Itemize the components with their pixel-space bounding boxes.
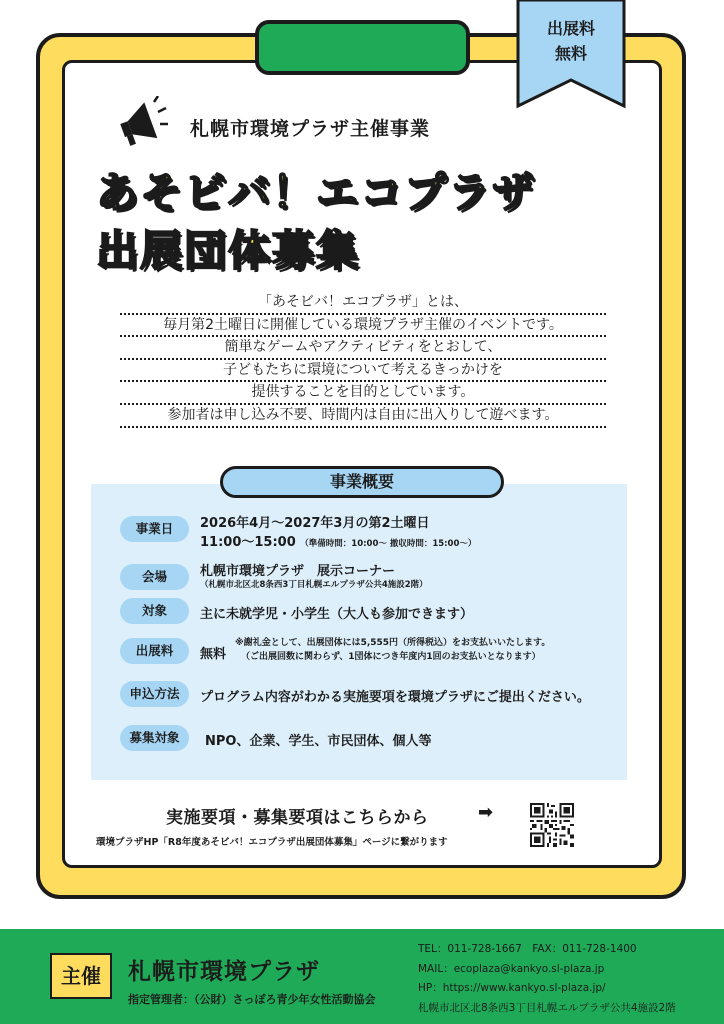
contact-info (418, 940, 676, 1018)
designated-manager: 指定管理者：（公財）さっぽろ青少年女性活動協会 (128, 993, 376, 1006)
label-fee: 出展料 (120, 638, 189, 664)
intro-line: 提供することを目的としています。 (120, 382, 606, 405)
time-value: 11:00～15:00 (200, 535, 296, 550)
venue-address: （札幌市北区北8条西3丁目札幌エルプラザ公共4施設2階） (200, 580, 428, 590)
label-target: 対象 (120, 598, 189, 624)
homepage-link[interactable]: HP：https://www.kankyo.sl-plaza.jp/ (418, 982, 606, 994)
free-fee-ribbon (516, 0, 626, 110)
title-line1: あそビバ！エコプラザ (96, 168, 537, 217)
fee-note2: （ご出展回数に関わらず、1団体につき年度内1回のお支払いとなります） (241, 652, 541, 662)
label-apply: 申込方法 (120, 681, 189, 707)
arrow-right-icon: ➡ (478, 802, 494, 823)
event-subtitle: 札幌市環境プラザ主催事業 (190, 118, 431, 140)
time-line (200, 531, 476, 550)
intro-line: 毎月第2土曜日に開催している環境プラザ主催のイベントです。 (120, 315, 606, 338)
guidelines-link[interactable]: 実施要項・募集要項はこちらから (166, 808, 429, 828)
intro-line: 「あそビバ！エコプラザ」とは、 (120, 292, 606, 315)
megaphone-icon (108, 96, 170, 148)
label-date: 事業日 (120, 516, 189, 542)
title-line2: 出展団体募集 (96, 226, 361, 275)
fee-note1: ※謝礼金として、出展団体には5,555円（所得税込）をお支払いいたします。 (235, 638, 551, 648)
ribbon-line2: 無料 (554, 44, 587, 63)
label-recruit: 募集対象 (120, 725, 189, 751)
date-value: 2026年4月～2027年3月の第2土曜日 (200, 516, 430, 531)
intro-line: 子どもたちに環境について考えるきっかけを (120, 360, 606, 383)
recruit-value: NPO、企業、学生、市民団体、個人等 (205, 734, 432, 749)
guidelines-note: 環境プラザHP「R8年度あそビバ！エコプラザ出展団体募集」ページに繋がります (96, 837, 448, 848)
overview-panel (91, 484, 627, 780)
tel-fax: TEL：011-728-1667 FAX：011-728-1400 (418, 943, 637, 955)
intro-text (120, 292, 606, 428)
email-link[interactable]: MAIL：ecoplaza@kankyo.sl-plaza.jp (418, 962, 605, 975)
host-label: 主催 (50, 953, 112, 999)
apply-value: プログラム内容がわかる実施要項を環境プラザにご提出ください。 (200, 690, 590, 705)
fee-value: 無料 (200, 647, 227, 662)
label-venue: 会場 (120, 564, 189, 590)
ribbon-line1: 出展料 (546, 19, 595, 38)
intro-line: 参加者は申し込み不要、時間内は自由に出入りして遊べます。 (120, 405, 606, 428)
intro-line: 簡単なゲームやアクティビティをとおして、 (120, 337, 606, 360)
organizer-name: 札幌市環境プラザ (128, 959, 320, 985)
target-value: 主に未就学児・小学生（大人も参加できます） (200, 607, 474, 622)
footer-address: 札幌市北区北8条西3丁目札幌エルプラザ公共4施設2階 (418, 1001, 676, 1014)
overview-heading: 事業概要 (220, 466, 504, 498)
time-note: （準備時間：10:00～ 撤収時間：15:00～） (300, 539, 477, 549)
qr-code[interactable] (530, 803, 574, 847)
clipboard-clip (255, 20, 470, 75)
venue-value: 札幌市環境プラザ 展示コーナー (200, 564, 396, 579)
